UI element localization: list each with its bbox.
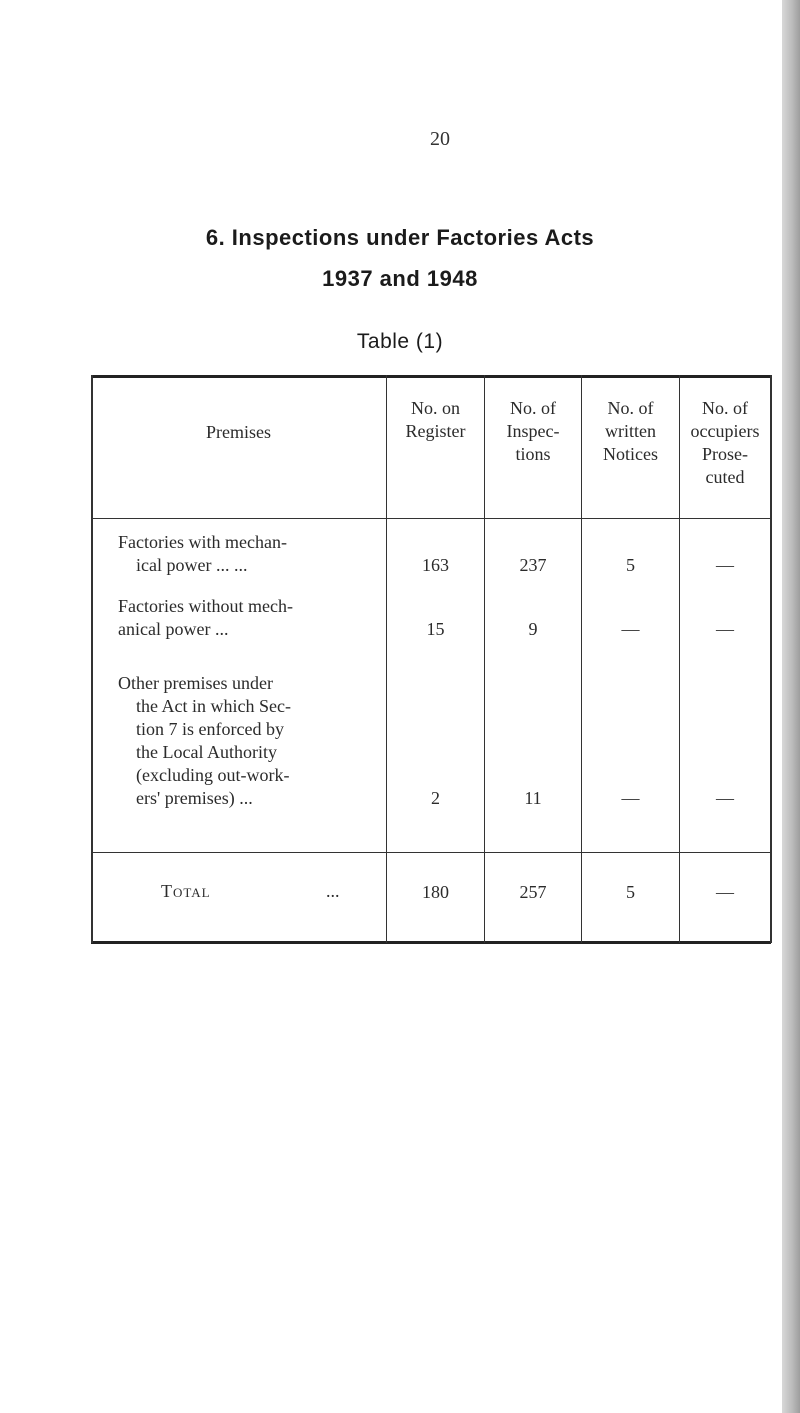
column-rule <box>91 375 93 943</box>
table-row-label: Other premises under the Act in which Sec- tion 7 is enforced by the Local Authority (excluding out-work- ers' premises) ... <box>118 673 291 808</box>
table-caption: Table (1) <box>356 330 444 353</box>
total-leader-dots: ... <box>326 881 340 901</box>
page-number: 20 <box>430 128 450 150</box>
table-row-label: Factories with mechan- ical power ... ... <box>118 532 287 575</box>
section-title-years: 1937 and 1948 <box>322 266 478 291</box>
table-cell-inspections: 9 <box>528 619 538 639</box>
column-header-inspections: No. of Inspec- tions <box>506 398 560 464</box>
page-edge-shadow <box>782 0 800 1413</box>
total-cell-register: 180 <box>422 882 449 902</box>
table-row-label: Factories without mech- anical power ... <box>118 596 293 639</box>
section-title: 6. Inspections under Factories Acts <box>205 225 595 250</box>
table-top-rule <box>91 375 771 378</box>
total-cell-occupiers: — <box>716 882 734 902</box>
column-header-premises: Premises <box>206 422 271 442</box>
table-cell-notices: — <box>621 788 640 808</box>
table-cell-register: 2 <box>431 788 440 808</box>
table-bottom-rule <box>91 941 771 944</box>
inspections-table <box>91 375 771 945</box>
table-cell-notices: 5 <box>626 555 635 575</box>
table-cell-occupiers: — <box>716 555 734 575</box>
total-cell-notices: 5 <box>626 882 635 902</box>
table-cell-notices: — <box>621 619 640 639</box>
column-rule <box>386 375 387 943</box>
total-label: Total <box>161 881 211 901</box>
table-cell-inspections: 237 <box>519 555 547 575</box>
header-rule <box>91 518 771 519</box>
total-rule <box>91 852 771 853</box>
column-header-register: No. on Register <box>405 398 466 441</box>
column-rule <box>770 375 772 943</box>
table-cell-occupiers: — <box>716 619 734 639</box>
column-header-occupiers: No. of occupiers Prose- cuted <box>690 398 760 487</box>
table-cell-register: 163 <box>422 555 449 575</box>
table-cell-occupiers: — <box>716 788 734 808</box>
column-header-notices: No. of written Notices <box>603 398 658 464</box>
table-cell-register: 15 <box>426 619 445 639</box>
total-cell-inspections: 257 <box>519 882 547 902</box>
table-cell-inspections: 11 <box>524 788 542 808</box>
